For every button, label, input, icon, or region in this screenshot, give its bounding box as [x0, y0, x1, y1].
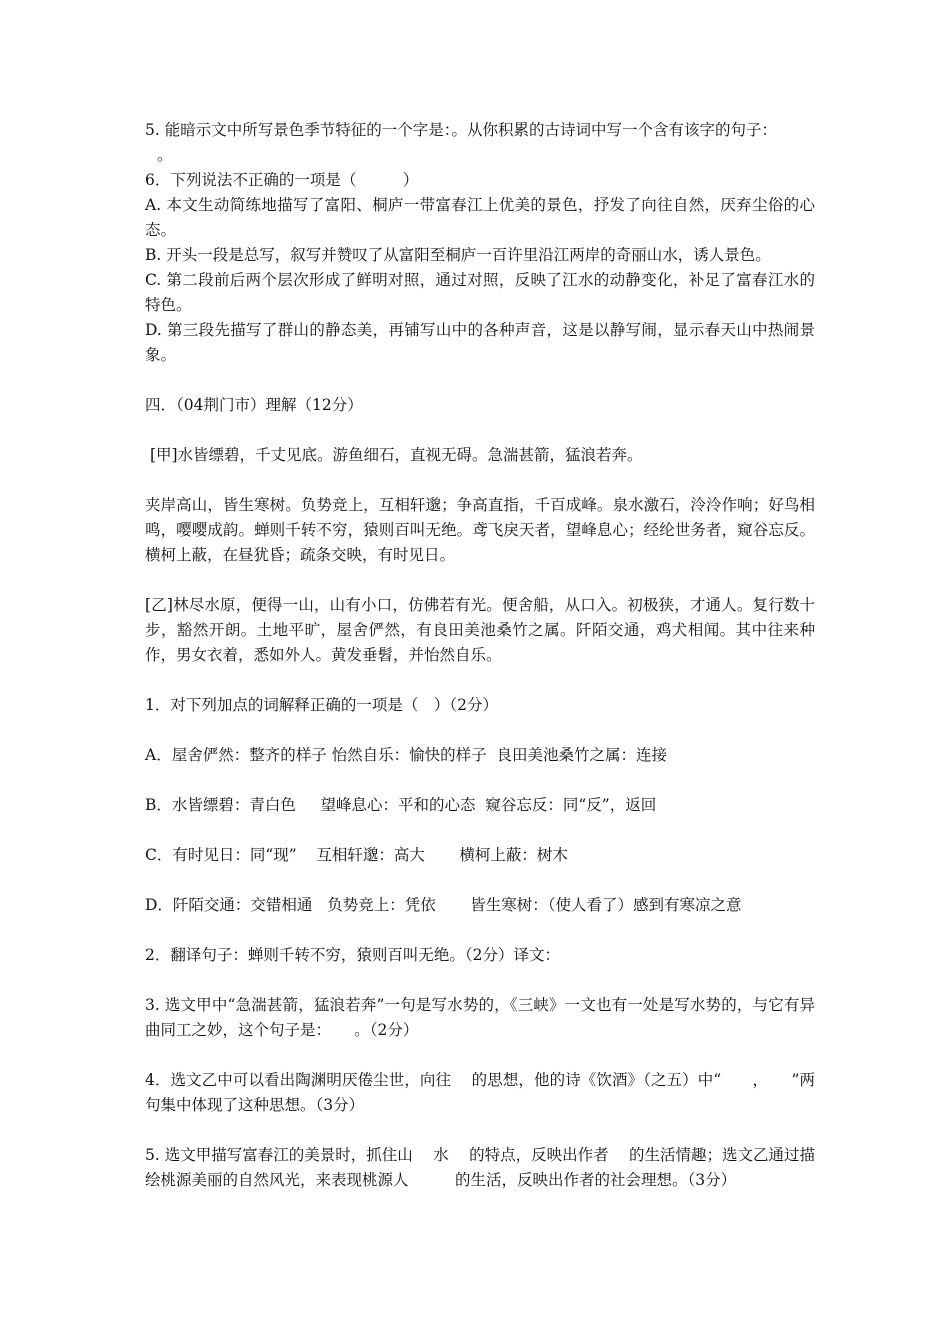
passage-yi: [乙]林尽水原，便得一山，山有小口，仿佛若有光。便舍船，从口入。初极狭，才通人。复行数十步，豁然开朗。土地平旷，屋舍俨然，有良田美池桑竹之属。阡陌交通，鸡犬相闻。其中往来种作，男女衣着，悉如外人。黄发垂髫，并怡然自乐。: [145, 596, 815, 664]
sub-question-1-option-c: C．有时见日：同“现” 互相轩邈：高大 横柯上蔽：树木: [145, 846, 568, 864]
question-5-continued: 。: [157, 146, 173, 164]
question-6-option-a: A. 本文生动简练地描写了富阳、桐庐一带富春江上优美的景色，抒发了向往自然，厌弃尘俗的心态。: [145, 196, 815, 239]
question-6: 6．下列说法不正确的一项是（ ）: [145, 171, 419, 189]
question-6-option-c: C. 第二段前后两个层次形成了鲜明对照，通过对照，反映了江水的动静变化，补足了富春江水的特色。: [145, 271, 815, 314]
question-6-option-d: D. 第三段先描写了群山的静态美，再铺写山中的各种声音，这是以静写闹，显示春天山中热闹景象。: [145, 321, 815, 364]
sub-question-5: 5. 选文甲描写富春江的美景时，抓住山 水 的特点，反映出作者 的生活情趣；选文乙通过描绘桃源美丽的自然风光，来表现桃源人 的生活，反映出作者的社会理想。（3分）: [145, 1146, 815, 1189]
passage-jia-paragraph-2: 夹岸高山，皆生寒树。负势竞上，互相轩邈；争高直指，千百成峰。泉水激石，泠泠作响；好鸟相鸣，嘤嘤成韵。蝉则千转不穷，猿则百叫无绝。鸢飞戾天者，望峰息心；经纶世务者，窥谷忘反。横柯上蔽，在昼犹昏；疏条交映，有时见日。: [145, 496, 815, 564]
sub-question-2: 2．翻译句子：蝉则千转不穷，猿则百叫无绝。（2分）译文：: [145, 946, 560, 964]
section-heading: 四．（04荆门市）理解（12分）: [145, 396, 363, 414]
passage-jia-paragraph-1: [甲]水皆缥碧，千丈见底。游鱼细石，直视无碍。急湍甚箭，猛浪若奔。: [145, 446, 643, 464]
sub-question-1-option-b: B．水皆缥碧：青白色 望峰息心：平和的心态 窥谷忘反：同“反”，返回: [145, 796, 657, 814]
sub-question-1: 1．对下列加点的词解释正确的一项是（ ）（2分）: [145, 696, 498, 714]
sub-question-3: 3. 选文甲中“急湍甚箭，猛浪若奔”一句是写水势的，《三峡》一文也有一处是写水势的，与它有异曲同工之妙，这个句子是： 。（2分）: [145, 996, 815, 1039]
question-5: 5. 能暗示文中所写景色季节特征的一个字是：。从你积累的古诗词中写一个含有该字的句子：: [145, 121, 777, 139]
sub-question-4: 4．选文乙中可以看出陶渊明厌倦尘世，向往 的思想，他的诗《饮酒》（之五）中“ ， ”两句集中体现了这种思想。（3分）: [145, 1071, 815, 1114]
document-page: [145, 118, 815, 1193]
question-6-option-b: B. 开头一段是总写，叙写并赞叹了从富阳至桐庐一百许里沿江两岸的奇丽山水，诱人景色。: [145, 246, 771, 264]
sub-question-1-option-d: D．阡陌交通：交错相通 负势竞上：凭依 皆生寒树：（使人看了）感到有寒凉之意: [145, 896, 742, 914]
sub-question-1-option-a: A．屋舍俨然：整齐的样子 怡然自乐：愉快的样子 良田美池桑竹之属：连接: [145, 746, 667, 764]
